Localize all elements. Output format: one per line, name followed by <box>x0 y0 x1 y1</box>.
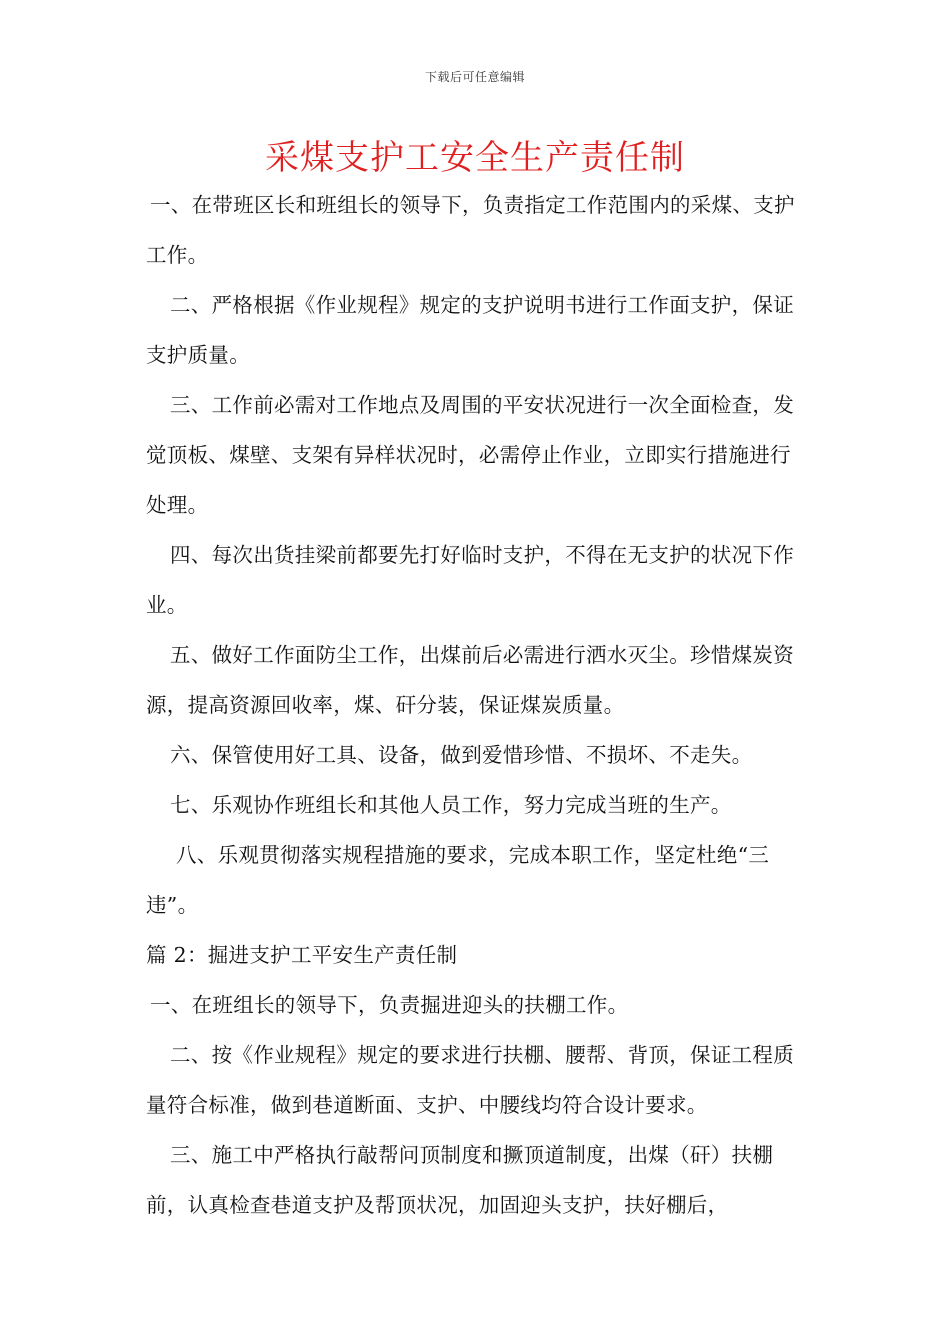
paragraph-7: 七、乐观协作班组长和其他人员工作，努力完成当班的生产。 <box>170 793 732 817</box>
document-body <box>146 180 811 1230</box>
paragraph-4: 四、每次出货挂梁前都要先打好临时支护，不得在无支护的状况下作业。 <box>146 543 794 617</box>
paragraph-5: 五、做好工作面防尘工作，出煤前后必需进行洒水灭尘。珍惜煤炭资源，提高资源回收率，煤、矸分装，保证煤炭质量。 <box>146 643 794 717</box>
header-note: 下载后可任意编辑 <box>424 70 525 84</box>
paragraph-2: 二、严格根据《作业规程》规定的支护说明书进行工作面支护，保证支护质量。 <box>146 293 794 367</box>
section-heading-2: 篇 2：掘进支护工平安生产责任制 <box>146 943 458 967</box>
paragraph-8: 八、乐观贯彻落实规程措施的要求，完成本职工作，坚定杜绝“三违”。 <box>146 843 770 917</box>
paragraph-3: 三、工作前必需对工作地点及周围的平安状况进行一次全面检查，发觉顶板、煤壁、支架有异样状况时，必需停止作业，立即实行措施进行处理。 <box>146 393 794 517</box>
paragraph-6: 六、保管使用好工具、设备，做到爱惜珍惜、不损坏、不走失。 <box>170 743 753 767</box>
document-title: 采煤支护工安全生产责任制 <box>265 138 685 178</box>
paragraph-1: 一、在带班区长和班组长的领导下，负责指定工作范围内的采煤、支护工作。 <box>146 193 795 267</box>
paragraph-10: 二、按《作业规程》规定的要求进行扶棚、腰帮、背顶，保证工程质量符合标准，做到巷道断面、支护、中腰线均符合设计要求。 <box>146 1043 794 1117</box>
paragraph-9: 一、在班组长的领导下，负责掘进迎头的扶棚工作。 <box>150 993 629 1017</box>
paragraph-11: 三、施工中严格执行敲帮问顶制度和撅顶道制度，出煤（矸）扶棚前，认真检查巷道支护及帮顶状况，加固迎头支护，扶好棚后， <box>146 1143 774 1217</box>
